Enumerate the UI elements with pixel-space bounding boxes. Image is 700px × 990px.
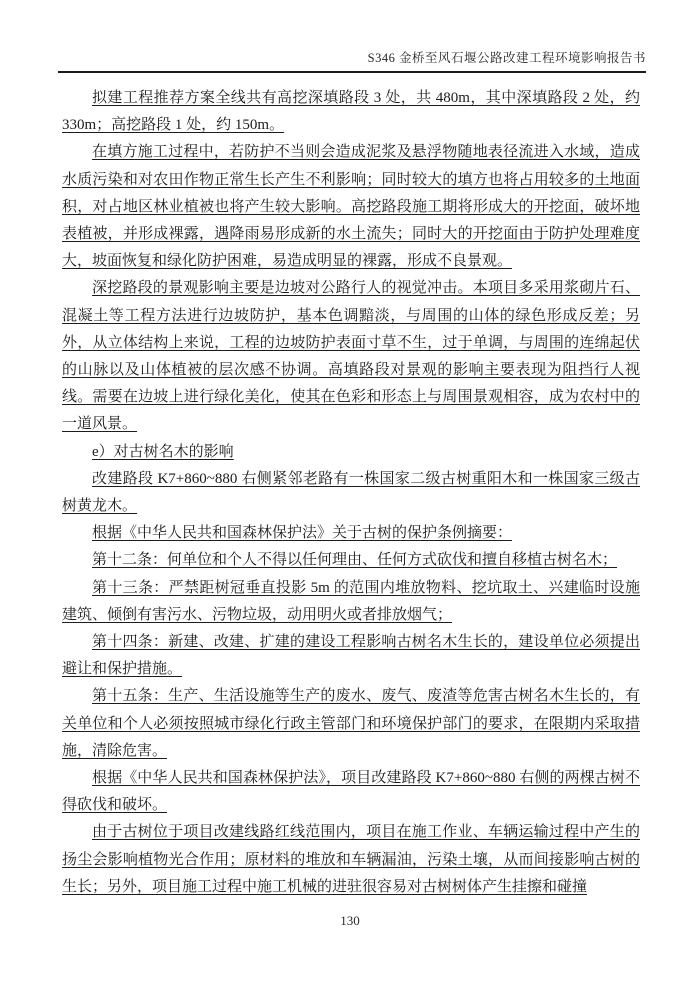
paragraph-article-12: 第十二条：何单位和个人不得以任何理由、任何方式砍伐和擅自移植古树名木； <box>92 552 618 569</box>
paragraph-article-15: 第十五条：生产、生活设施等生产的废水、废气、废渣等危害古树名木生长的，有关单位和个人必须按照城市绿化行政主管部门和环境保护部门的要求，在限期内采取措施，清除危害。 <box>62 688 640 759</box>
paragraph-article-14: 第十四条：新建、改建、扩建的建设工程影响古树名木生长的，建设单位必须提出避让和保护措施。 <box>62 634 640 678</box>
paragraph-fill-construction-impact: 在填方施工过程中，若防护不当则会造成泥浆及悬浮物随地表径流进入水域，造成水质污染和对农田作物正常生长产生不利影响；同时较大的填方也将占用较多的土地面积，对占地区林业植被也将产生较大影响。高挖路段施工期将形成大的开挖面，破坏地表植被，并形成裸露，遇降雨易形成新的水土流失；同时大的开挖面由于防护处理难度大，坡面恢复和绿化防护困难，易造成明显的裸露，形成不良景观。 <box>62 144 640 270</box>
paragraph-protection-conclusion: 根据《中华人民共和国森林保护法》，项目改建路段 K7+860~880 右侧的两棵古树不得砍伐和破坏。 <box>62 770 640 814</box>
paragraph-ancient-trees-location: 改建路段 K7+860~880 右侧紧邻老路有一株国家二级古树重阳木和一株国家三级古树黄龙木。 <box>62 470 640 515</box>
running-header-title: S346 金桥至风石堰公路改建工程环境影响报告书 <box>367 51 646 65</box>
paragraph-article-13: 第十三条：严禁距树冠垂直投影 5m 的范围内堆放物料、挖坑取土、兴建临时设施建筑、倾倒有害污水、污物垃圾，动用明火或者排放烟气； <box>62 579 640 623</box>
paragraph-cut-fill-summary: 拟建工程推荐方案全线共有高挖深填路段 3 处，共 480m，其中深填路段 2 处，约 330m；高挖路段 1 处，约 150m。 <box>62 90 640 134</box>
document-body <box>62 85 640 901</box>
section-heading-ancient-trees: e）对古树名木的影响 <box>92 443 234 460</box>
page-footer <box>0 913 700 929</box>
page-header <box>58 48 646 73</box>
paragraph-forest-law-intro: 根据《中华人民共和国森林保护法》关于古树的保护条例摘要： <box>92 525 513 542</box>
paragraph-deep-cut-landscape-impact: 深挖路段的景观影响主要是边坡对公路行人的视觉冲击。本项目多采用浆砌片石、混凝土等工程方法进行边坡防护，基本色调黯淡，与周围的山体的绿色形成反差；另外，从立体结构上来说，工程的边坡防护表面寸草不生，过于单调，与周围的连绵起伏的山脉以及山体植被的层次感不协调。高填路段对景观的影响主要表现为阻挡行人视线。需要在边坡上进行绿化美化，使其在色彩和形态上与周围景观相容，成为农村中的一道风景。 <box>62 280 640 433</box>
paragraph-construction-dust-impact: 由于古树位于项目改建线路红线范围内，项目在施工作业、车辆运输过程中产生的扬尘会影响植物光合作用；原材料的堆放和车辆漏油，污染土壤，从而间接影响古树的生长；另外，项目施工过程中施工机械的进驻很容易对古树树体产生挂擦和碰撞 <box>62 824 640 895</box>
page-number: 130 <box>340 913 360 928</box>
